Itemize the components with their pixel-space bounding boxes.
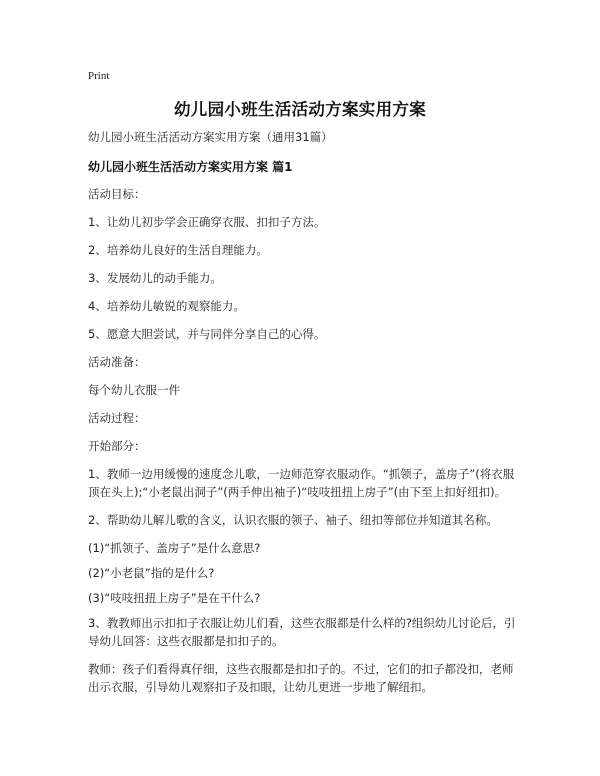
paragraph: 教师：孩子们看得真仔细，这些衣服都是扣扣子的。不过，它们的扣子都没扣，老师出示衣服，引导幼儿观察扣子及扣眼，让幼儿更进一步地了解纽扣。: [88, 662, 514, 694]
paragraph: 开始部分：: [88, 439, 146, 453]
section-title: 幼儿园小班生活活动方案实用方案 篇1: [88, 160, 293, 174]
paragraph: 3、发展幼儿的动手能力。: [88, 271, 222, 285]
paragraph: 每个幼儿衣服一件: [88, 383, 180, 397]
document-title: 幼儿园小班生活活动方案实用方案: [174, 100, 426, 119]
paragraph: 1、让幼儿初步学会正确穿衣服、扣扣子方法。: [88, 215, 326, 229]
document-body: [88, 128, 516, 696]
print-label[interactable]: Print: [88, 70, 110, 82]
paragraph: 1、教师一边用缓慢的速度念儿歌，一边师范穿衣服动作。“抓领子，盖房子”(将衣服顶在头上);“小老鼠出洞子”(两手伸出袖子)“吱吱扭扭上房子”(由下至上扣好纽扣)。: [88, 467, 515, 499]
paragraph: 5、愿意大胆尝试，并与同伴分享自己的心得。: [88, 327, 326, 341]
paragraph: 2、帮助幼儿解儿歌的含义，认识衣服的领子、袖子、纽扣等部位并知道其名称。: [88, 513, 498, 527]
paragraph: (2)“小老鼠”指的是什么?: [88, 566, 215, 580]
paragraph: (1)“抓领子、盖房子”是什么意思?: [88, 541, 261, 555]
paragraph: 4、培养幼儿敏锐的观察能力。: [88, 299, 245, 313]
document-subtitle: 幼儿园小班生活活动方案实用方案（通用31篇）: [88, 130, 333, 144]
paragraph: 活动目标：: [88, 187, 146, 201]
paragraph: 2、培养幼儿良好的生活自理能力。: [88, 243, 268, 257]
paragraph: 活动过程：: [88, 411, 146, 425]
paragraph: (3)“吱吱扭扭上房子”是在干什么?: [88, 591, 261, 605]
paragraph: 3、教教师出示扣扣子衣服让幼儿们看，这些衣服都是什么样的?组织幼儿讨论后，引导幼儿回答：这些衣服都是扣扣子的。: [88, 616, 516, 648]
paragraph: 活动准备：: [88, 355, 146, 369]
